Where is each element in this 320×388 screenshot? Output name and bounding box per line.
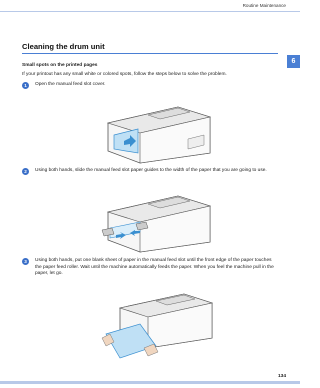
step-number: 2 — [22, 168, 29, 175]
title-rule — [22, 53, 278, 54]
step-text: Using both hands, put one blank sheet of paper in the manual feed slot until the front edge of the paper touches the paper feed roller. Wait until the machine automatically feeds the paper. When you feel the machine pull in the paper, let go. — [35, 258, 274, 277]
printer-illustration-paper-guides — [100, 186, 215, 254]
step-1 — [22, 82, 280, 90]
step-text: Using both hands, slide the manual feed slot paper guides to the width of the paper that you are going to use. — [35, 168, 267, 173]
step-2 — [22, 168, 280, 182]
step-3 — [22, 258, 280, 278]
printer-illustration-insert-paper — [100, 284, 215, 364]
page-number: 134 — [277, 374, 286, 379]
printer-illustration-open-cover — [100, 95, 215, 165]
page-title: Cleaning the drum unit — [22, 42, 105, 51]
step-text: Open the manual feed slot cover. — [35, 82, 106, 87]
subheading: Small spots on the printed pages — [22, 63, 98, 68]
step-number: 3 — [22, 258, 29, 265]
step-number: 1 — [22, 82, 29, 89]
header-rule — [0, 11, 300, 12]
intro-paragraph: If your printout has any small white or colored spots, follow the steps below to solve the problem. — [22, 72, 227, 77]
footer-rule — [0, 381, 300, 384]
chapter-tab: 6 — [287, 55, 300, 68]
running-header: Routine Maintenance — [242, 3, 286, 8]
